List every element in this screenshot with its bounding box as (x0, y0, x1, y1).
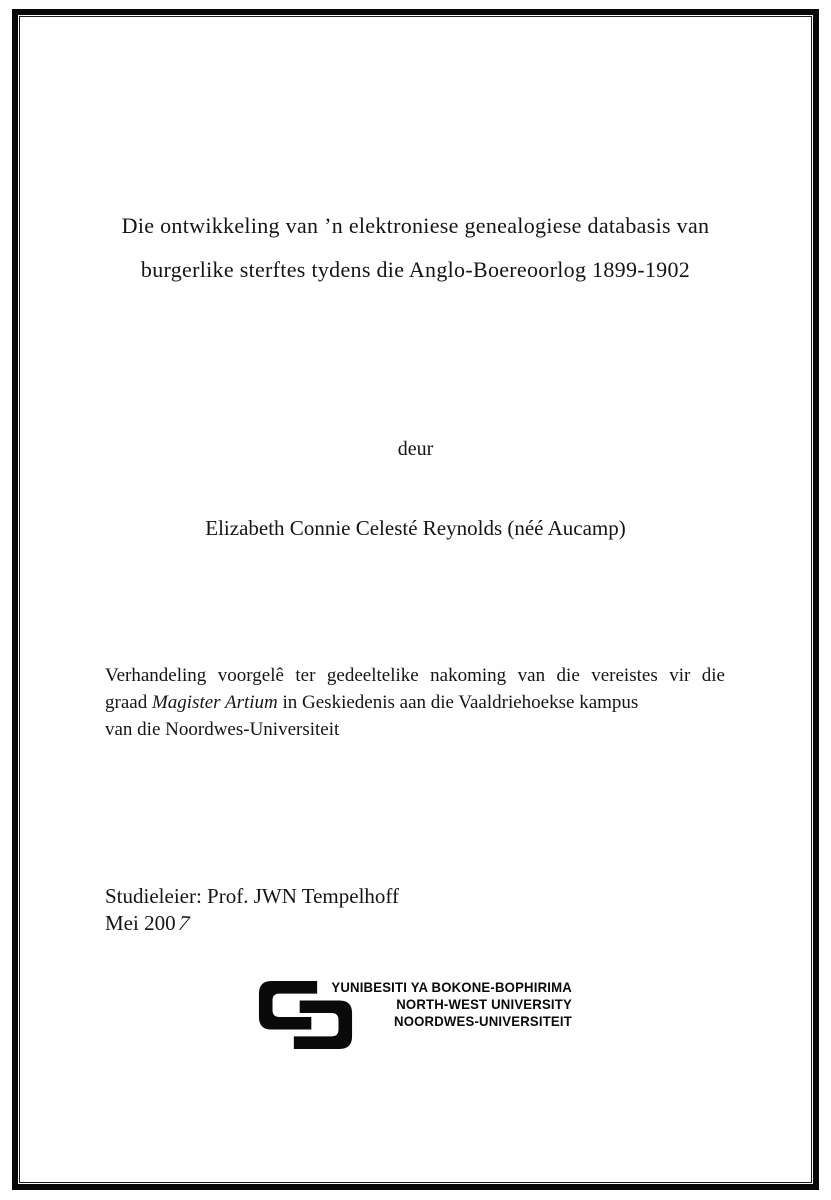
supervisor-line: Studieleier: Prof. JWN Tempelhoff (105, 884, 400, 908)
nwu-logo (257, 979, 572, 1051)
nwu-logo-text-line-3: NOORDWES-UNIVERSITEIT (394, 1013, 572, 1029)
author-name: Elizabeth Connie Celesté Reynolds (néé Aucamp) (205, 516, 626, 540)
degree-statement (105, 662, 725, 743)
nwu-logo-text-line-1: YUNIBESITI YA BOKONE-BOPHIRIMA (331, 979, 572, 995)
thesis-title (0, 204, 831, 292)
nwu-logo-text (331, 979, 572, 1030)
degree-statement-line-3: van die Noordwes-Universiteit (105, 719, 340, 740)
thesis-title-line-1: Die ontwikkeling van ’n elektroniese genealogiese databasis van (121, 213, 710, 238)
degree-statement-line-2-pre: graad (105, 692, 152, 713)
date-prefix: Mei 200 (105, 911, 176, 935)
supervisor-and-date (105, 883, 399, 937)
degree-statement-line-2 (105, 689, 725, 716)
degree-name-italic: Magister Artium (151, 692, 278, 713)
degree-statement-line-2-post: in Geskiedenis aan die Vaaldriehoekse kampus (277, 692, 639, 713)
date-last-digit: 7 (174, 910, 193, 936)
date-line (105, 910, 399, 937)
byline-deur-label: deur (397, 438, 434, 460)
degree-statement-line-1: Verhandeling voorgelê ter gedeeltelike nakoming van die vereistes vir die (105, 665, 725, 686)
nwu-logo-text-line-2: NORTH-WEST UNIVERSITY (396, 996, 572, 1012)
thesis-title-line-2: burgerlike sterftes tydens die Anglo-Boereoorlog 1899-1902 (140, 257, 691, 282)
